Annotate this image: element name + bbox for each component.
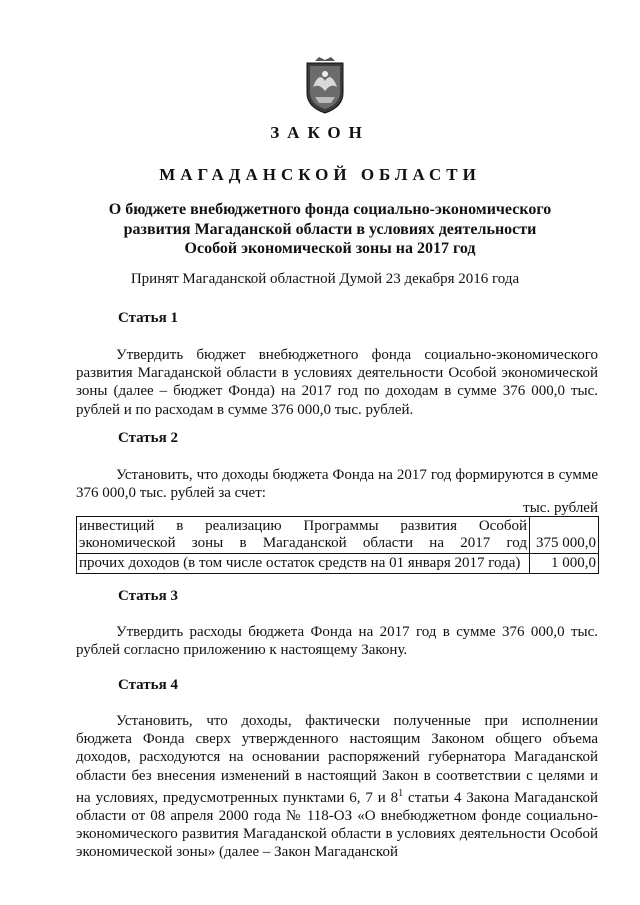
superscript-mark: 1 (398, 787, 404, 799)
article-1-heading: Статья 1 (118, 310, 178, 326)
table-row (77, 517, 599, 554)
magadan-coat-of-arms-icon (301, 57, 349, 115)
subject-line: О бюджете внебюджетного фонда социально-экономического (108, 201, 552, 218)
article-3-heading: Статья 3 (118, 588, 178, 604)
article-2-heading: Статья 2 (118, 430, 178, 446)
law-subject (80, 200, 580, 259)
table-row (77, 554, 599, 574)
article-2-text: Установить, что доходы бюджета Фонда на 2017 год формируются в сумме 376 000,0 тыс. рублей за счет: (76, 467, 598, 502)
unit-label: тыс. рублей (523, 500, 598, 516)
article-4-text-part: Установить, что доходы, фактически полученные при исполнении бюджета Фонда сверх утвержденного настоящим Законом общего объема доходов, расходуются на основании распоряжений губернатора Магаданской области без внесения изменений в настоящий Закон в соответствии с целями и на условиях, предусмотренных пунктами 6, 7 и 8 (76, 713, 598, 806)
income-label: инвестиций в реализацию Программы развития Особой экономической зоны в Магаданской области на 2017 год (77, 517, 530, 554)
adoption-note: Принят Магаданской областной Думой 23 декабря 2016 года (130, 271, 520, 287)
law-title: ЗАКОН (270, 123, 370, 142)
income-table (76, 516, 599, 574)
income-value: 375 000,0 (530, 517, 599, 554)
article-1-text: Утвердить бюджет внебюджетного фонда социально-экономического развития Магаданской области в условиях деятельности Особой экономической зоны (далее – бюджет Фонда) на 2017 год по доходам в сумме 376 000,0 тыс. рублей и по расходам в сумме 376 000,0 тыс. рублей. (76, 347, 598, 418)
region-title: МАГАДАНСКОЙ ОБЛАСТИ (159, 165, 481, 184)
article-4-heading: Статья 4 (118, 677, 178, 693)
subject-line: развития Магаданской области в условиях деятельности (123, 220, 537, 238)
article-3-text: Утвердить расходы бюджета Фонда на 2017 год в сумме 376 000,0 тыс. рублей согласно приложению к настоящему Закону. (76, 624, 598, 659)
income-value: 1 000,0 (530, 554, 599, 574)
subject-line: Особой экономической зоны на 2017 год (184, 240, 476, 257)
income-label: прочих доходов (в том числе остаток средств на 01 января 2017 года) (77, 554, 530, 574)
article-4-text-part: статьи 4 Закона Магаданской области от 08 апреля 2000 года № 118-ОЗ «О внебюджетном фонде социально-экономического развития Магаданской области в условиях деятельности Особой экономической зоны» (далее – Закон Магаданской (76, 789, 598, 861)
article-4-text (76, 712, 598, 862)
